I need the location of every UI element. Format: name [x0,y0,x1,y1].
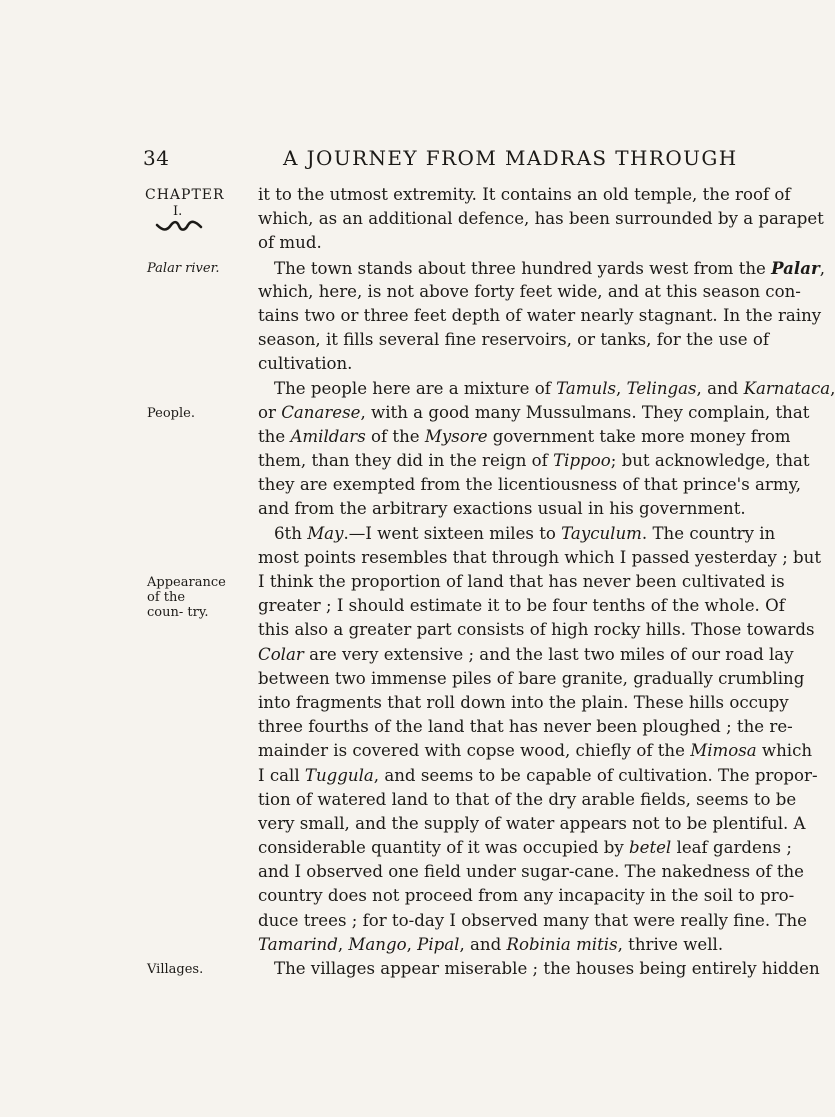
body-line: considerable quantity of it was occupied by betel leaf gardens ; [258,838,792,858]
margin-note-people: People. [147,406,195,421]
body-line: which, as an additional defence, has been surrounded by a parapet [258,209,824,229]
margin-note-palar-river: Palar river. [147,261,220,276]
body-line: 6th May.—I went sixteen miles to Tayculum. The country in [274,523,776,543]
body-text [258,183,835,981]
body-line: which, here, is not above forty feet wide, and at this season con- [258,281,801,301]
page-number: 34 [143,146,170,170]
body-line: I call Tuggula, and seems to be capable of cultivation. The propor- [258,765,818,785]
body-line: country does not proceed from any incapacity in the soil to pro- [258,886,795,906]
chapter-ornament-icon [155,219,203,233]
body-line: or Canarese, with a good many Mussulmans. They complain, that [258,402,810,422]
body-line: The town stands about three hundred yards west from the Palar, [274,257,826,278]
body-line: most points resembles that through which I passed yesterday ; but [258,547,822,567]
chapter-number: I. [173,204,183,219]
body-line: Colar are very extensive ; and the last two miles of our road lay [258,644,794,664]
body-line: very small, and the supply of water appears not to be plentiful. A [258,813,806,833]
running-head: A JOURNEY FROM MADRAS THROUGH [283,146,738,170]
body-line: between two immense piles of bare granite, gradually crumbling [258,668,805,688]
body-line: the Amildars of the Mysore government take more money from [258,426,791,446]
margin-note-villages: Villages. [147,962,204,977]
body-line: and I observed one field under sugar-cane. The nakedness of the [258,862,804,882]
body-line: them, than they did in the reign of Tippoo; but acknowledge, that [258,451,810,471]
body-line: The villages appear miserable ; the houses being entirely hidden [274,959,820,978]
body-line: it to the utmost extremity. It contains an old temple, the roof of [258,185,791,204]
body-line: mainder is covered with copse wood, chiefly of the Mimosa which [258,741,813,761]
body-line: they are exempted from the licentiousness of that prince's army, [258,475,802,495]
body-line: three fourths of the land that has never been ploughed ; the re- [258,717,793,737]
body-line: I think the proportion of land that has never been cultivated is [258,572,785,591]
body-line: into fragments that roll down into the plain. These hills occupy [258,692,789,712]
body-line: and from the arbitrary exactions usual in his government. [258,499,746,519]
body-line: tion of watered land to that of the dry arable fields, seems to be [258,789,797,809]
chapter-label: CHAPTER [145,187,225,203]
body-line: season, it fills several fine reservoirs, or tanks, for the use of [258,330,769,350]
body-line: this also a greater part consists of high rocky hills. Those towards [258,620,815,640]
margin-note-appearance: Appearance of the coun- try. [147,575,226,620]
body-line: tains two or three feet depth of water nearly stagnant. In the rainy [258,305,822,325]
body-line: duce trees ; for to-day I observed many that were really fine. The [258,910,807,930]
body-line: Tamarind, Mango, Pipal, and Robinia mitis, thrive well. [258,934,724,954]
body-line: The people here are a mixture of Tamuls, Telingas, and Karnataca, [274,378,835,398]
body-line: greater ; I should estimate it to be four tenths of the whole. Of [258,596,785,616]
body-line: of mud. [258,233,322,253]
body-line: cultivation. [258,354,353,374]
